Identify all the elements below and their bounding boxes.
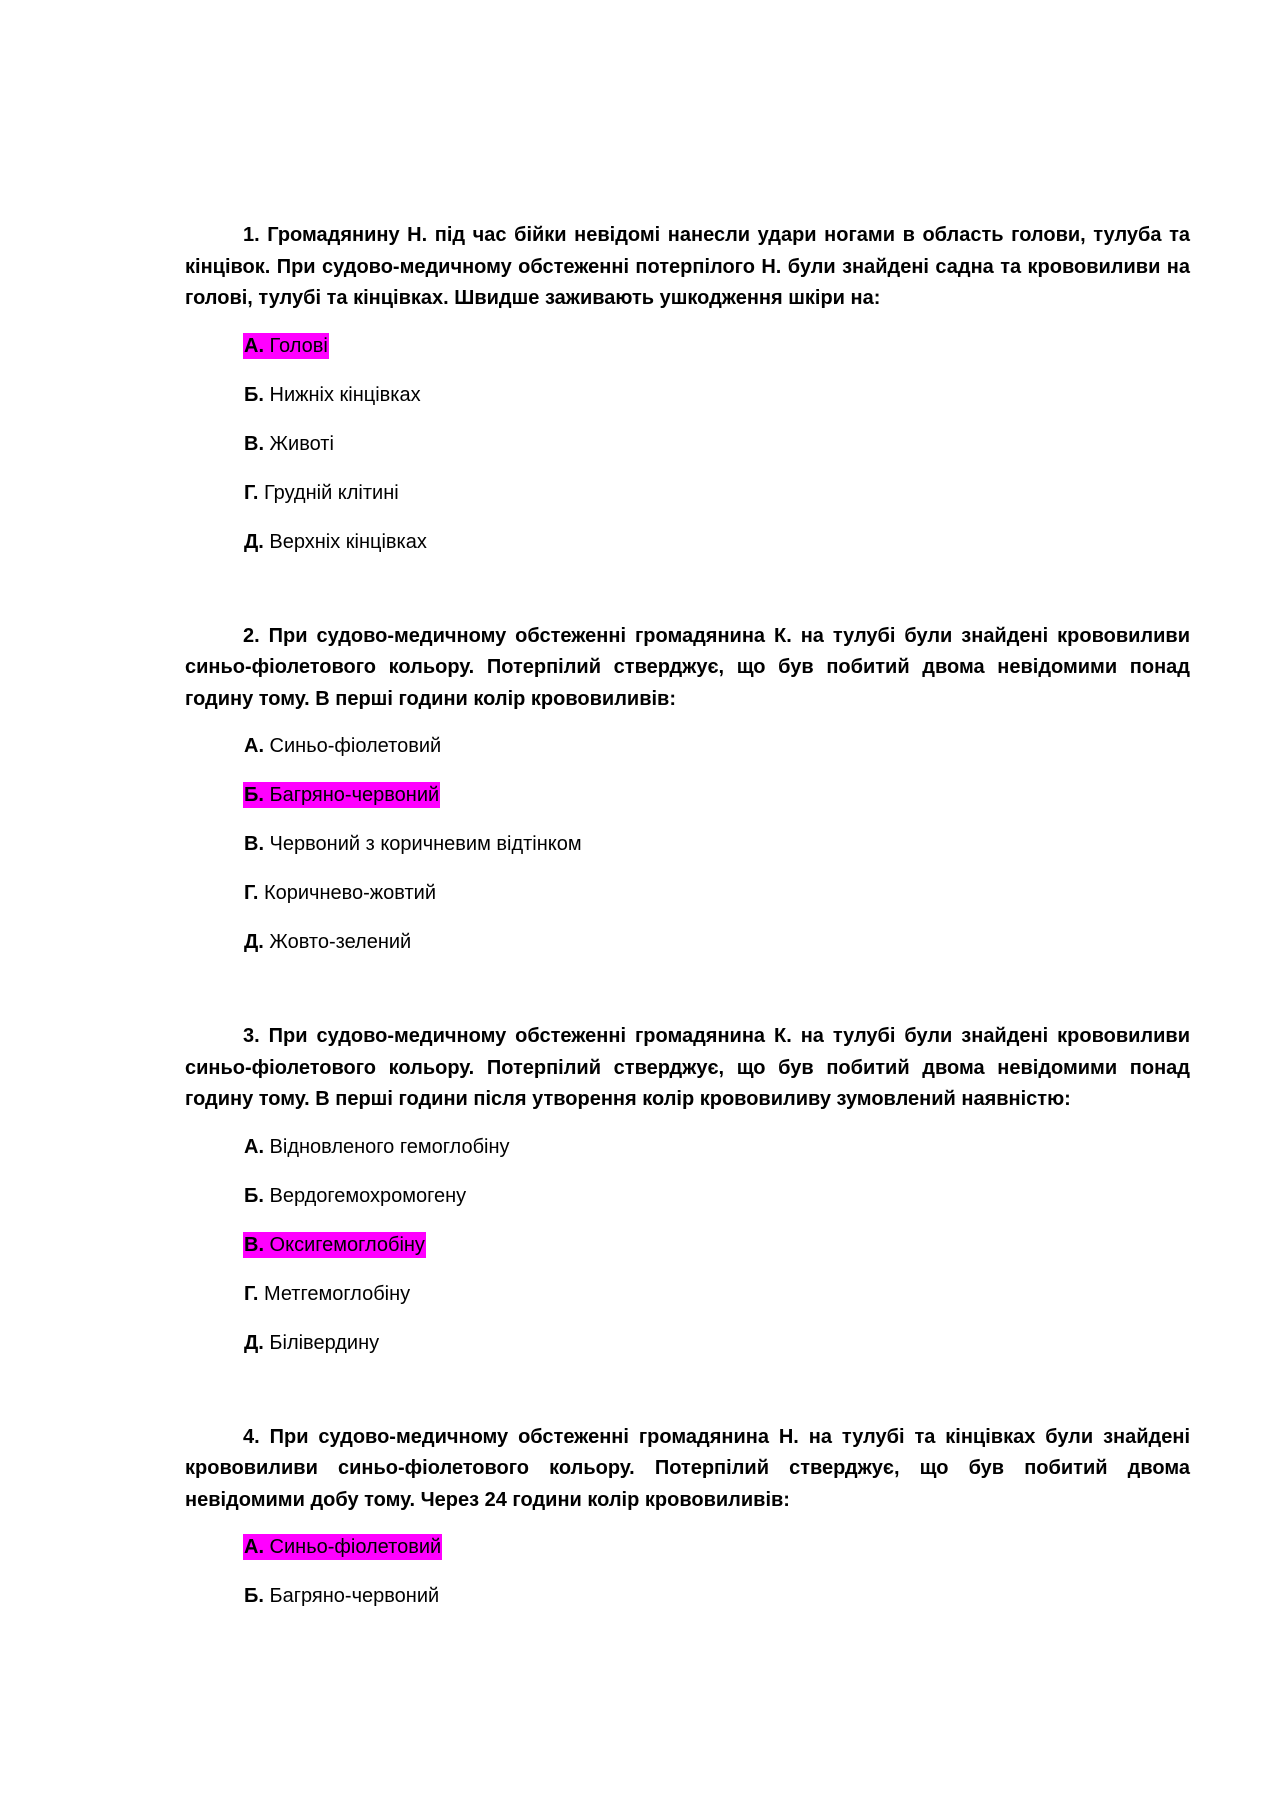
option-text: Відновленого гемоглобіну [264,1135,510,1158]
answer-option [243,831,1190,857]
answer-option [243,1330,1190,1356]
option-letter: А. [244,1536,264,1558]
option-letter: Б. [244,1585,264,1607]
option-letter: В. [244,432,264,455]
option-text: Жовто-зелений [263,931,412,953]
answer-option [243,1183,1190,1209]
option-text: Верхніх кінцівках [263,530,427,553]
option-text: Вердогемохромогену [263,1184,467,1207]
question-3 [185,1021,1190,1356]
option-letter: Г. [244,882,259,904]
option-text: Метгемоглобіну [258,1282,411,1305]
option-letter: А. [244,735,264,757]
answer-option [243,382,1190,408]
option-letter: Г. [244,481,259,504]
option-text: Багряно-червоний [263,1585,440,1607]
option-letter: Б. [244,383,264,406]
document-page [185,220,1190,1632]
question-1 [185,220,1190,555]
answer-option-correct [243,333,1190,359]
option-letter: Д. [244,1331,264,1354]
option-text: Синьо-фіолетовий [264,735,442,757]
answer-option [243,480,1190,506]
option-text: Оксигемоглобіну [264,1233,425,1256]
question-2 [185,621,1190,956]
question-text: 2. При судово-медичному обстеженні громадянина К. на тулубі були знайдені крововиливи синьо-фіолетового кольору. Потерпілий стверджує, що був побитий двома невідомими понад годину тому. В перші години колір крововиливів: [185,624,1190,710]
answer-option-correct [243,1232,1190,1258]
option-letter: Д. [244,931,264,953]
question-4 [185,1422,1190,1610]
option-text: Синьо-фіолетовий [264,1536,442,1558]
option-text: Коричнево-жовтий [258,882,436,904]
option-text: Багряно-червоний [263,784,440,806]
answer-option [243,929,1190,955]
option-text: Нижніх кінцівках [263,383,421,406]
option-text: Животі [264,432,334,455]
option-text: Червоний з коричневим відтінком [264,833,582,855]
option-letter: В. [244,1233,264,1256]
answer-option [243,1281,1190,1307]
option-letter: Б. [244,1184,264,1207]
option-text: Білівердину [263,1331,380,1354]
option-letter: А. [244,1135,264,1158]
answer-option [243,1134,1190,1160]
option-letter: Б. [244,784,264,806]
answer-option-correct [243,1534,1190,1560]
answer-option [243,431,1190,457]
question-text: 1. Громадянину Н. під час бійки невідомі нанесли удари ногами в область голови, тулуба та кінцівок. При судово-медичному обстеженні потерпілого Н. були знайдені садна та крововиливи на голові, тулубі та кінцівках. Швидше заживають ушкодження шкіри на: [185,224,1190,309]
answer-option [243,1583,1190,1609]
option-letter: В. [244,833,264,855]
option-letter: Г. [244,1282,259,1305]
option-letter: Д. [244,530,264,553]
question-text: 4. При судово-медичному обстеженні громадянина Н. на тулубі та кінцівках були знайдені крововиливи синьо-фіолетового кольору. Потерпілий стверджує, що був побитий двома невідомими добу тому. Через 24 години колір крововиливів: [185,1425,1190,1511]
option-text: Грудній клітині [258,481,399,504]
answer-option [243,733,1190,759]
answer-option [243,880,1190,906]
answer-option [243,529,1190,555]
question-text: 3. При судово-медичному обстеженні громадянина К. на тулубі були знайдені крововиливи синьо-фіолетового кольору. Потерпілий стверджує, що був побитий двома невідомими понад годину тому. В перші години після утворення колір крововиливу зумовлений наявністю: [185,1025,1190,1110]
option-text: Голові [264,334,328,357]
answer-option-correct [243,782,1190,808]
option-letter: А. [244,334,264,357]
